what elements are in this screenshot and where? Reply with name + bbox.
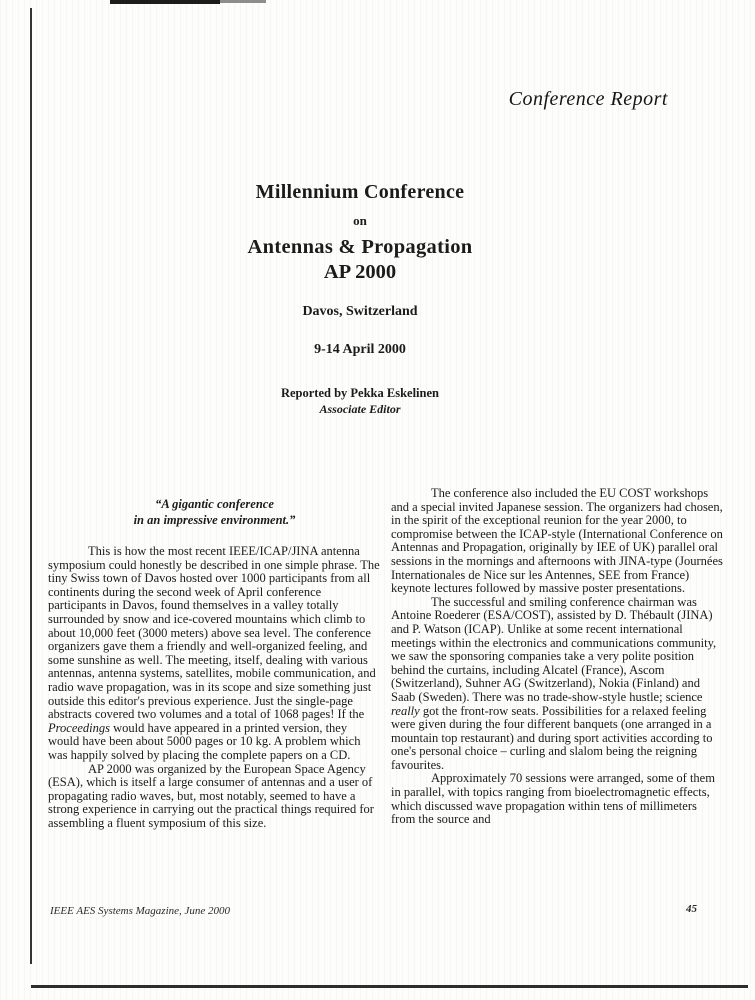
scan-artifact-left-edge-line	[30, 8, 32, 964]
article-body	[48, 487, 724, 830]
left-column	[48, 487, 381, 830]
pull-quote-line2: in an impressive environment.”	[133, 513, 296, 527]
article-title-line3: AP 2000	[323, 261, 397, 283]
section-label: Conference Report	[508, 88, 668, 110]
article-title-line2: Antennas & Propagation	[247, 236, 473, 258]
footer-journal-title: IEEE AES Systems Magazine, June 2000	[50, 905, 231, 917]
conference-dates: 9-14 April 2000	[314, 342, 406, 357]
paragraph: This is how the most recent IEEE/ICAP/JINA antenna symposium could honestly be described in one simple phrase. The tiny Swiss town of Davos hosted over 1000 participants from all continents during the second week of April conference participants in Davos, found themselves in a valley totally surrounded by snow and ice-covered mountains which climb to about 10,000 feet (3000 meters) above sea level. The conference organizers gave them a friendly and well-organized feeling, and some sunshine as well. The meeting, itself, dealing with various antennas, antenna systems, satellites, mobile communication, and radio wave propagation, was in its scope and size something just outside this editor's previous experience. Just the single-page abstracts covered two volumes and a total of 1068 pages! If the Proceedings would have appeared in a printed version, they would have been about 5000 pages or 10 kg. A problem which was happily solved by placing the complete papers on a CD.	[48, 544, 380, 762]
scan-artifact-top-bar	[110, 0, 220, 4]
article-meta-block	[0, 304, 720, 417]
scan-artifact-bottom-edge-line	[31, 985, 748, 988]
article-title-connector: on	[353, 213, 367, 228]
reporter-role: Associate Editor	[319, 402, 401, 416]
conference-location: Davos, Switzerland	[302, 304, 418, 319]
pull-quote-line1: “A gigantic conference	[155, 497, 274, 511]
article-title-line1: Millennium Conference	[255, 181, 465, 203]
paragraph: AP 2000 was organized by the European Space Agency (ESA), which is itself a large consumer of antennas and a user of propagating radio waves, but, most notably, seemed to have a strong experience in carrying out the practical things required for assembling a fluent symposium of this size.	[48, 761, 374, 830]
scan-artifact-top-bar-light	[220, 0, 266, 3]
reporter-byline: Reported by Pekka Eskelinen	[280, 386, 439, 400]
pull-quote	[48, 496, 381, 528]
right-column	[391, 487, 724, 830]
footer-page-number: 45	[686, 903, 697, 915]
paragraph: The conference also included the EU COST workshops and a special invited Japanese session. The organizers had chosen, in the spirit of the exceptional reunion for the year 2000, to compromise between the ICAP-style (International Conference on Antennas and Propagation, originally by IEE of UK) parallel oral sessions in the mornings and afternoons with JINA-type (Journées Internationales de Nice sur les Antennes, SEE from France) keynote lectures followed by massive poster presentations.	[391, 486, 723, 596]
article-title-block	[0, 181, 720, 283]
paragraph: Approximately 70 sessions were arranged, some of them in parallel, with topics ranging from bioelectromagnetic effects, which discussed wave propagation within tens of millimeters from the source and	[391, 771, 715, 827]
paragraph: The successful and smiling conference chairman was Antoine Roederer (ESA/COST), assisted by D. Thébault (JINA) and P. Watson (ICAP). Unlike at some recent international meetings within the electronics and communications community, we saw the sponsoring companies take a very polite position behind the curtains, including Alcatel (France), Ascom (Switzerland), Suhner AG (Switzerland), Nokia (Finland) and Saab (Sweden). There was no trade-show-style hustle; science really got the front-row seats. Possibilities for a relaxed feeling were given during the four different banquets (one arranged in a mountain top restaurant) and during sport activities according to one's personal choice – curling and slalom being the reigning favourites.	[391, 594, 717, 772]
